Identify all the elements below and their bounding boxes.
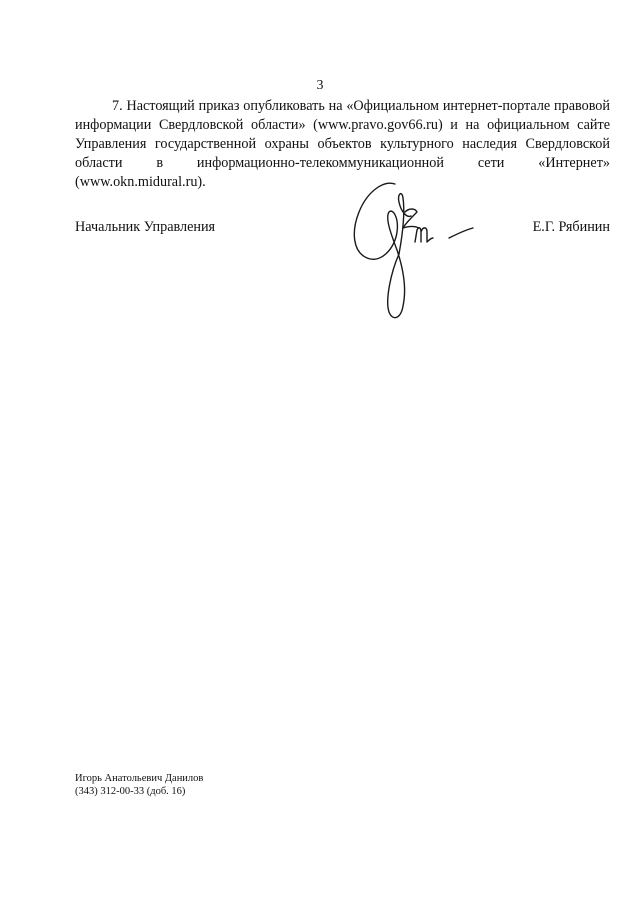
executor-info (75, 772, 203, 798)
page-number: 3 (316, 78, 324, 93)
signer-name: Е.Г. Рябинин (532, 219, 610, 235)
executor-name: Игорь Анатольевич Данилов (75, 773, 204, 784)
executor-phone: (343) 312-00-33 (доб. 16) (75, 786, 186, 797)
handwritten-signature-icon (345, 172, 485, 327)
signer-position: Начальник Управления (75, 219, 216, 235)
paragraph-7: 7. Настоящий приказ опубликовать на «Официальном интернет-портале правовой информации Свердловской области» (www.pravo.gov66.ru) и на официальном сайте Управления государственной охраны объектов культурного наследия Свердловской области в информационно-телекоммуникационной сети «Интернет» (www.okn.midural.ru). (75, 98, 610, 190)
signature-row (75, 218, 610, 238)
